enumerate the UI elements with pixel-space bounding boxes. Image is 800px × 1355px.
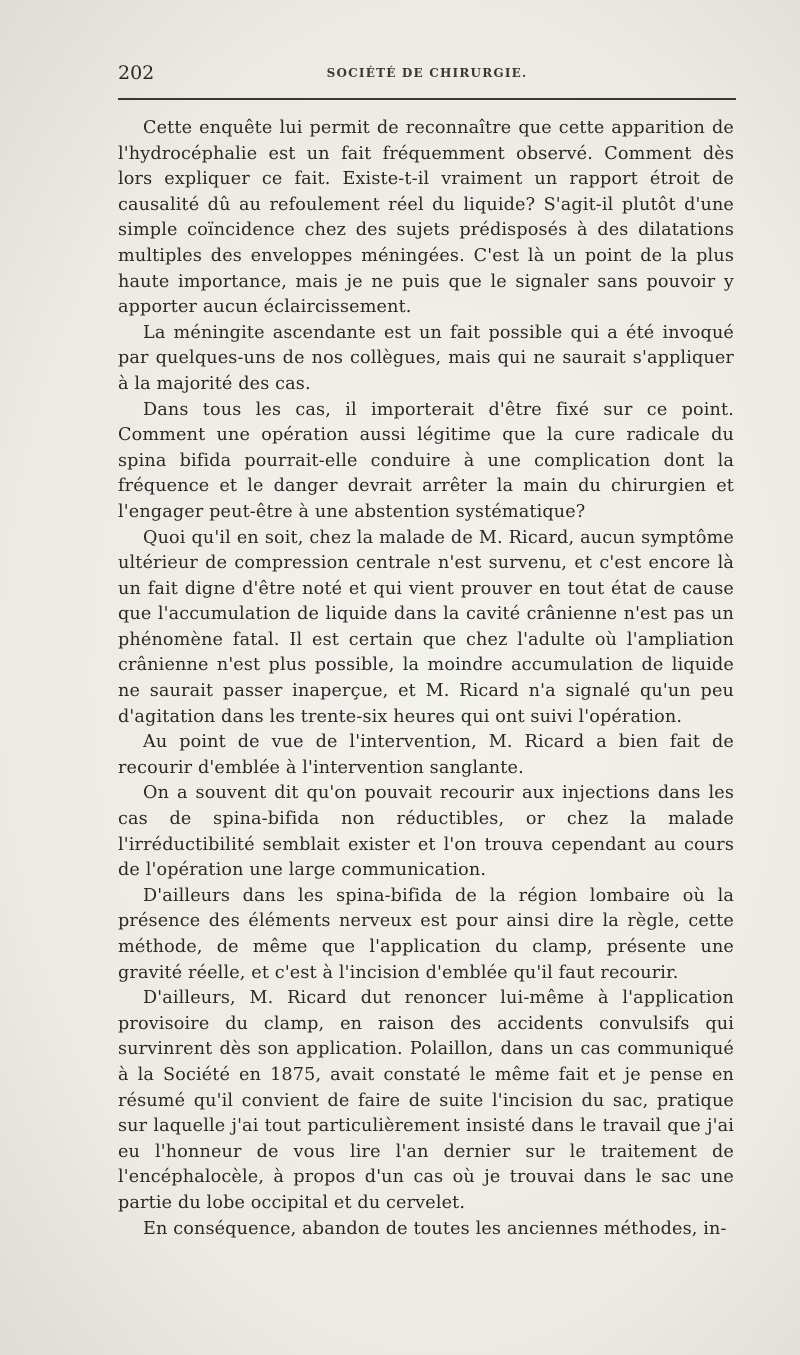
paragraph: La méningite ascendante est un fait possible qui a été invoqué par quelques-uns de nos collègues, mais qui ne saurait s'appliquer à la majorité des cas. xyxy=(118,322,734,394)
paragraph: On a souvent dit qu'on pouvait recourir aux injections dans les cas de spina-bifida non réductibles, or chez la malade l'irréductibilité semblait exister et l'on trouva cependant au cours de l'opération une large communication. xyxy=(118,783,734,881)
body-text xyxy=(118,116,734,1242)
page-header xyxy=(118,62,736,88)
paragraph: Au point de vue de l'intervention, M. Ricard a bien fait de recourir d'emblée à l'intervention sanglante. xyxy=(118,732,734,778)
page-number: 202 xyxy=(118,62,155,84)
paragraph: Cette enquête lui permit de reconnaître que cette apparition de l'hydrocéphalie est un fait fréquemment observé. Comment dès lors expliquer ce fait. Existe-t-il vraiment un rapport étroit de causalité dû au refoulement réel du liquide? S'agit-il plutôt d'une simple coïncidence chez des sujets prédisposés à des dilatations multiples des enveloppes méningées. C'est là un point de la plus haute importance, mais je ne puis que le signaler sans pouvoir y apporter aucun éclaircissement. xyxy=(118,118,734,318)
paragraph: Dans tous les cas, il importerait d'être fixé sur ce point. Comment une opération aussi légitime que la cure radicale du spina bifida pourrait-elle conduire à une complication dont la fréquence et le danger devrait arrêter la main du chirurgien et l'engager peut-être à une abstention systématique? xyxy=(118,399,734,522)
paragraph: D'ailleurs, M. Ricard dut renoncer lui-même à l'application provisoire du clamp, en raison des accidents convulsifs qui survinrent dès son application. Polaillon, dans un cas communiqué à la Société en 1875, avait constaté le même fait et je pense en résumé qu'il convient de faire de suite l'incision du sac, pratique sur laquelle j'ai tout particulièrement insisté dans le travail que j'ai eu l'honneur de vous lire l'an dernier sur le traitement de l'encéphalocèle, à propos d'un cas où je trouvai dans le sac une partie du lobe occipital et du cervelet. xyxy=(118,988,734,1213)
header-rule xyxy=(118,98,736,100)
paragraph: D'ailleurs dans les spina-bifida de la région lombaire où la présence des éléments nerveux est pour ainsi dire la règle, cette méthode, de même que l'application du clamp, présente une gravité réelle, et c'est à l'incision d'emblée qu'il faut recourir. xyxy=(118,885,734,983)
paragraph: Quoi qu'il en soit, chez la malade de M. Ricard, aucun symptôme ultérieur de compression centrale n'est survenu, et c'est encore là un fait digne d'être noté et qui vient prouver en tout état de cause que l'accumulation de liquide dans la cavité crânienne n'est pas un phénomène fatal. Il est certain que chez l'adulte où l'ampliation crânienne n'est plus possible, la moindre accumulation de liquide ne saurait passer inaperçue, et M. Ricard n'a signalé qu'un peu d'agitation dans les trente-six heures qui ont suivi l'opération. xyxy=(118,527,734,727)
paragraph: En conséquence, abandon de toutes les anciennes méthodes, in- xyxy=(143,1218,727,1239)
running-title: SOCIÉTÉ DE CHIRURGIE. xyxy=(326,66,528,80)
